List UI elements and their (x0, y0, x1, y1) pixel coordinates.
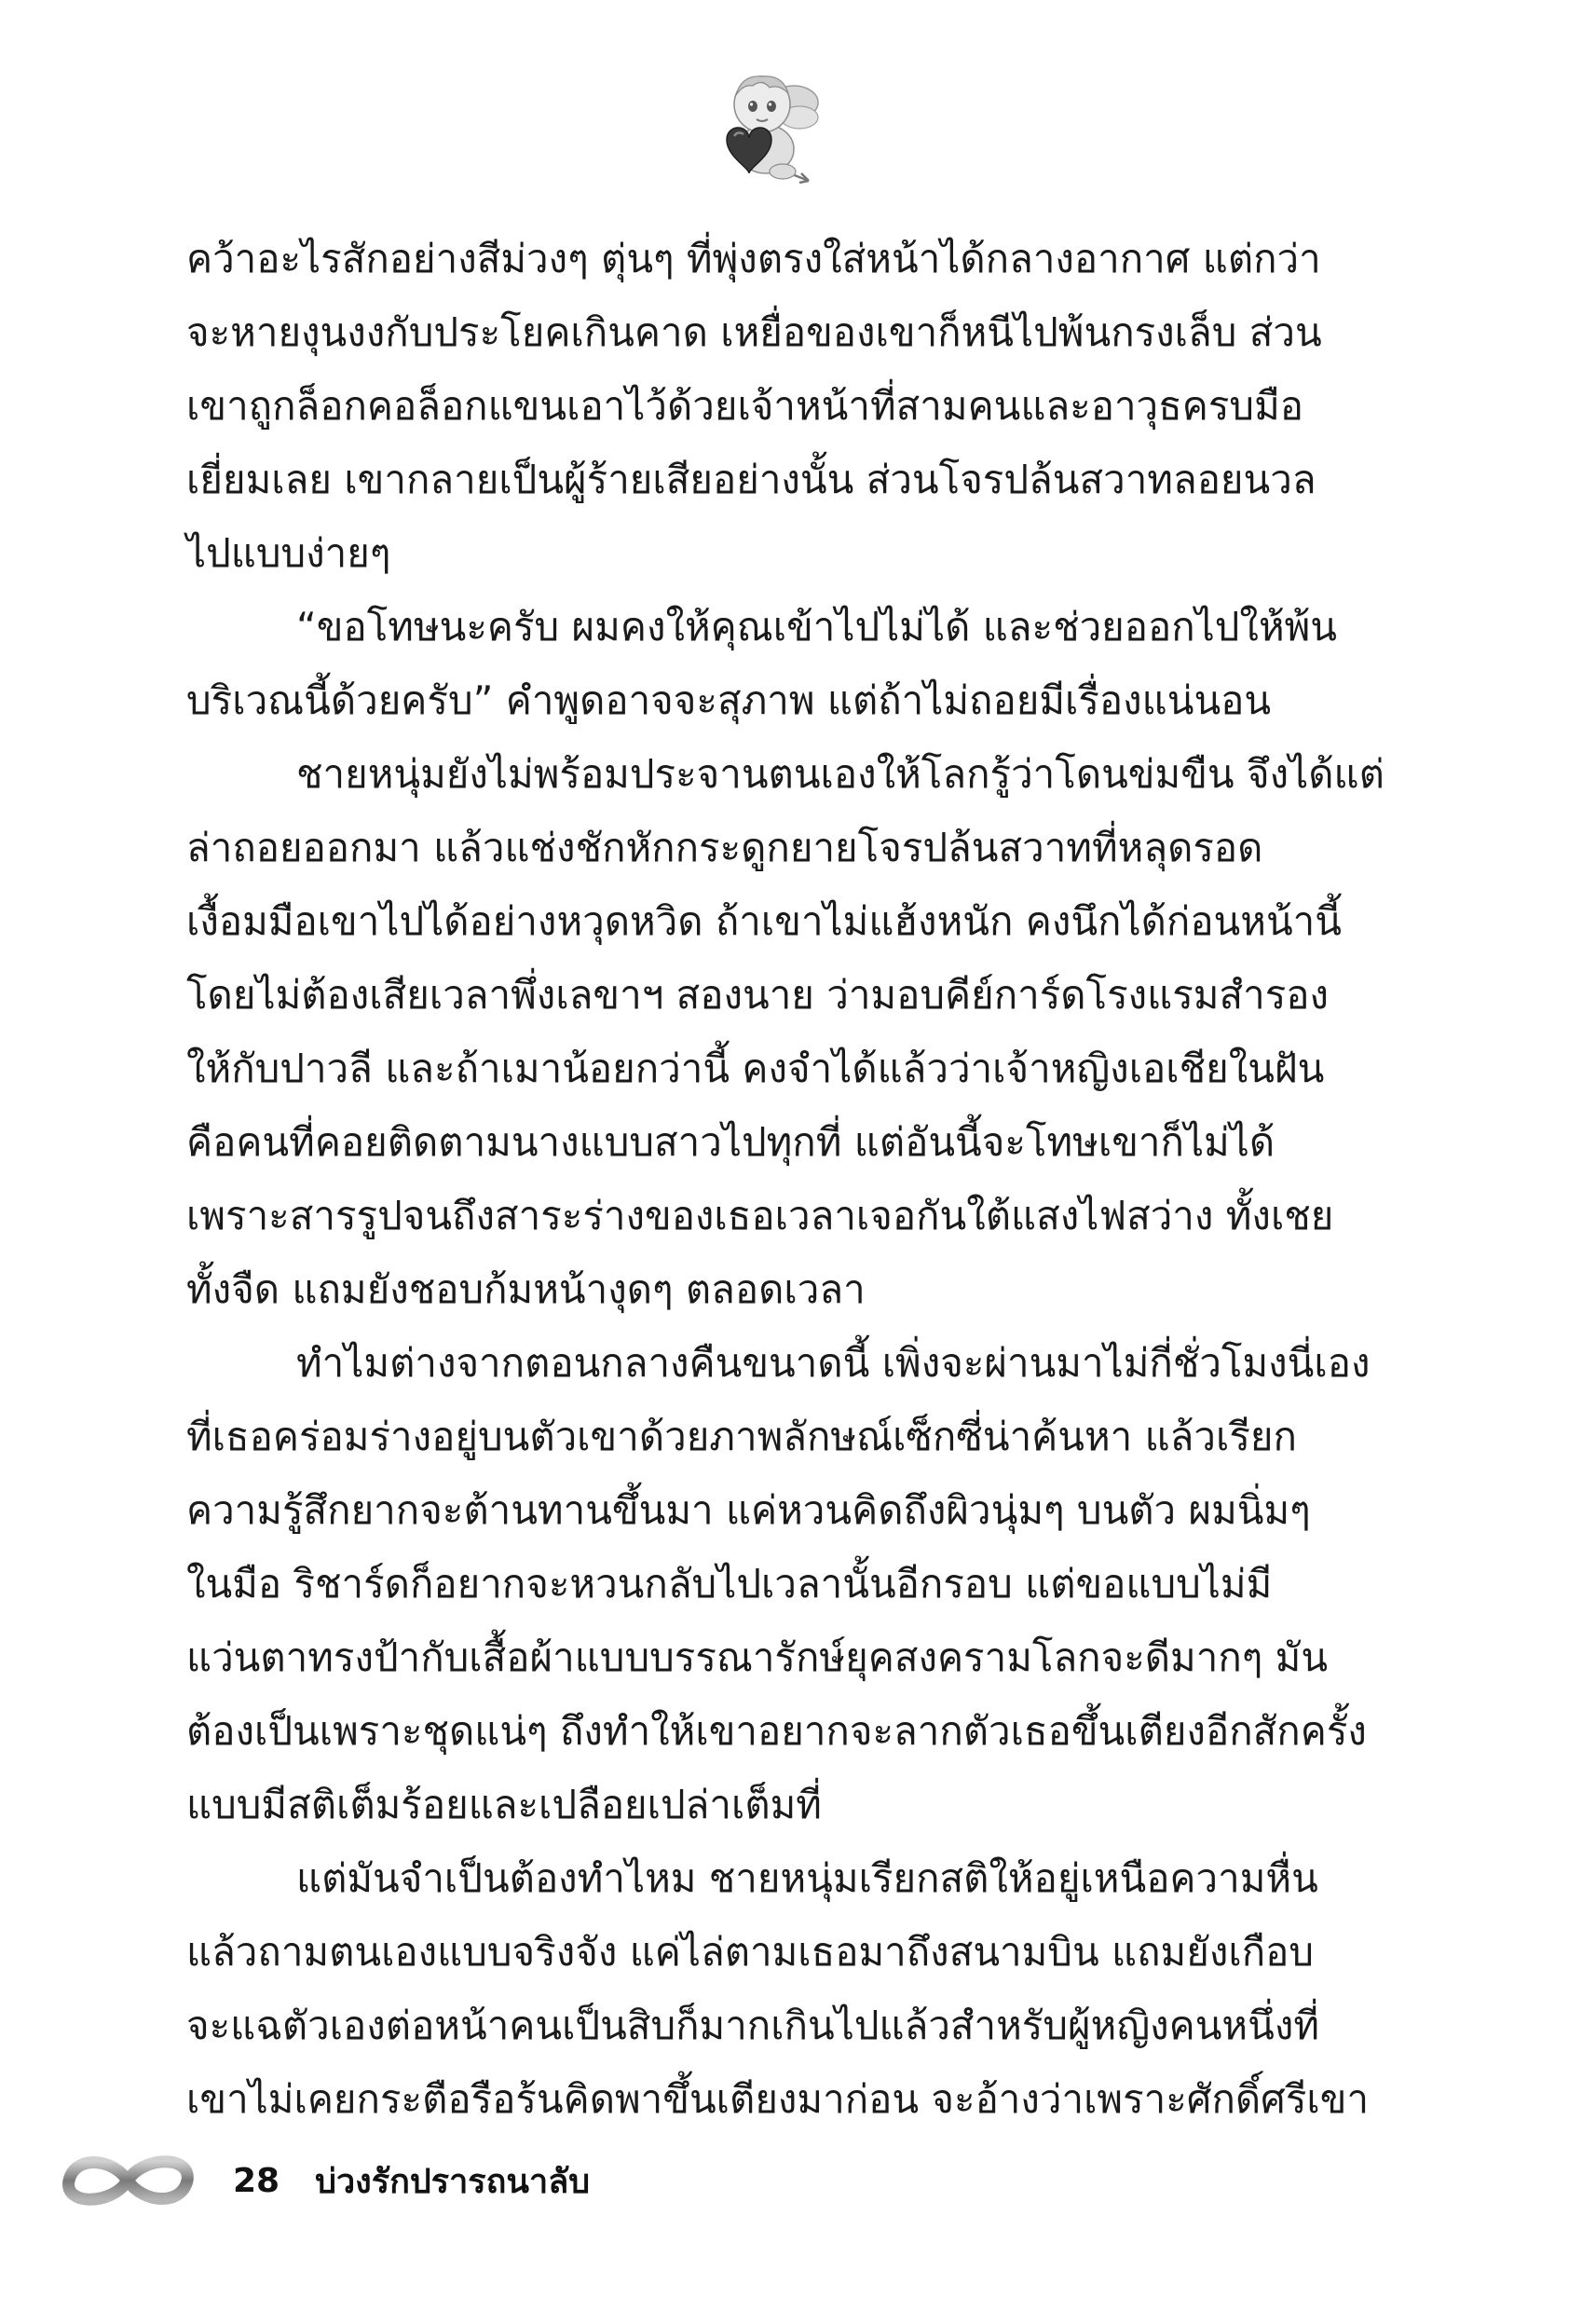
text-line: ที่เธอคร่อมร่างอยู่บนตัวเขาด้วยภาพลักษณ์เซ็กซี่น่าค้นหา แล้วเรียก (186, 1414, 1297, 1459)
text-line: บริเวณนี้ด้วยครับ” คำพูดอาจจะสุภาพ แต่ถ้าไม่ถอยมีเรื่องแน่นอน (186, 677, 1272, 723)
text-line: ต้องเป็นเพราะชุดแน่ๆ ถึงทำให้เขาอยากจะลากตัวเธอขึ้นเตียงอีกสักครั้ง (186, 1708, 1367, 1754)
text-line: แต่มันจำเป็นต้องทำไหม ชายหนุ่มเรียกสติให้อยู่เหนือความหื่น (296, 1855, 1318, 1901)
text-line: แล้วถามตนเองแบบจริงจัง แค่ไล่ตามเธอมาถึงสนามบิน แถมยังเกือบ (186, 1929, 1315, 1975)
text-line: เงื้อมมือเขาไปได้อย่างหวุดหวิด ถ้าเขาไม่แฮ้งหนัก คงนึกได้ก่อนหน้านี้ (186, 898, 1342, 944)
text-line: ชายหนุ่มยังไม่พร้อมประจานตนเองให้โลกรู้ว่าโดนข่มขืน จึงได้แต่ (296, 751, 1385, 797)
text-line: จะหายงุนงงกับประโยคเกินคาด เหยื่อของเขาก็หนีไปพ้นกรงเล็บ ส่วน (186, 309, 1322, 355)
text-line: จะแฉตัวเองต่อหน้าคนเป็นสิบก็มากเกินไปแล้วสำหรับผู้หญิงคนหนึ่งที่ (186, 2003, 1320, 2048)
text-line: ล่าถอยออกมา แล้วแช่งชักหักกระดูกยายโจรปล้นสวาทที่หลุดรอด (186, 825, 1263, 870)
body-text (186, 222, 1385, 2136)
book-title: บ่วงรักปรารถนาลับ (315, 2162, 591, 2201)
text-line: เขาถูกล็อกคอล็อกแขนเอาไว้ด้วยเจ้าหน้าที่สามคนและอาวุธครบมือ (186, 383, 1303, 429)
cupid-with-heart-icon (689, 63, 829, 189)
page-footer (56, 2143, 590, 2218)
text-line: ให้กับปาวลี และถ้าเมาน้อยกว่านี้ คงจำได้แล้วว่าเจ้าหญิงเอเชียในฝัน (186, 1046, 1325, 1091)
page-number: 28 (233, 2161, 280, 2200)
text-line: ในมือ ริชาร์ดก็อยากจะหวนกลับไปเวลานั้นอีกรอบ แต่ขอแบบไม่มี (186, 1561, 1273, 1607)
text-line: แบบมีสติเต็มร้อยและเปลือยเปล่าเต็มที่ (186, 1782, 822, 1827)
text-line: ทั้งจืด แถมยังชอบก้มหน้างุดๆ ตลอดเวลา (186, 1266, 866, 1312)
text-line: เยี่ยมเลย เขากลายเป็นผู้ร้ายเสียอย่างนั้น ส่วนโจรปล้นสวาทลอยนวล (186, 457, 1316, 502)
text-line: แว่นตาทรงป้ากับเสื้อผ้าแบบบรรณารักษ์ยุคสงครามโลกจะดีมากๆ มัน (186, 1634, 1329, 1680)
text-line: เพราะสารรูปจนถึงสาระร่างของเธอเวลาเจอกันใต้แสงไฟสว่าง ทั้งเชย (186, 1193, 1334, 1238)
text-line: ความรู้สึกยากจะต้านทานขึ้นมา แค่หวนคิดถึงผิวนุ่มๆ บนตัว ผมนิ่มๆ (186, 1487, 1311, 1533)
text-line: ไปแบบง่ายๆ (186, 530, 391, 576)
text-line: เขาไม่เคยกระตือรือร้นคิดพาขึ้นเตียงมาก่อน จะอ้างว่าเพราะศักดิ์ศรีเขา (186, 2076, 1370, 2122)
text-line: ทำไมต่างจากตอนกลางคืนขนาดนี้ เพิ่งจะผ่านมาไม่กี่ชั่วโมงนี่เอง (296, 1340, 1371, 1386)
text-line: คือคนที่คอยติดตามนางแบบสาวไปทุกที่ แต่อันนี้จะโทษเขาก็ไม่ได้ (186, 1119, 1275, 1165)
text-line: “ขอโทษนะครับ ผมคงให้คุณเข้าไปไม่ได้ และช่วยออกไปให้พ้น (296, 604, 1338, 650)
text-line: คว้าอะไรสักอย่างสีม่วงๆ ตุ่นๆ ที่พุ่งตรงใส่หน้าได้กลางอากาศ แต่กว่า (186, 236, 1321, 281)
text-line: โดยไม่ต้องเสียเวลาพึ่งเลขาฯ สองนาย ว่ามอบคีย์การ์ดโรงแรมสำรอง (186, 972, 1329, 1018)
infinity-icon (56, 2148, 200, 2213)
